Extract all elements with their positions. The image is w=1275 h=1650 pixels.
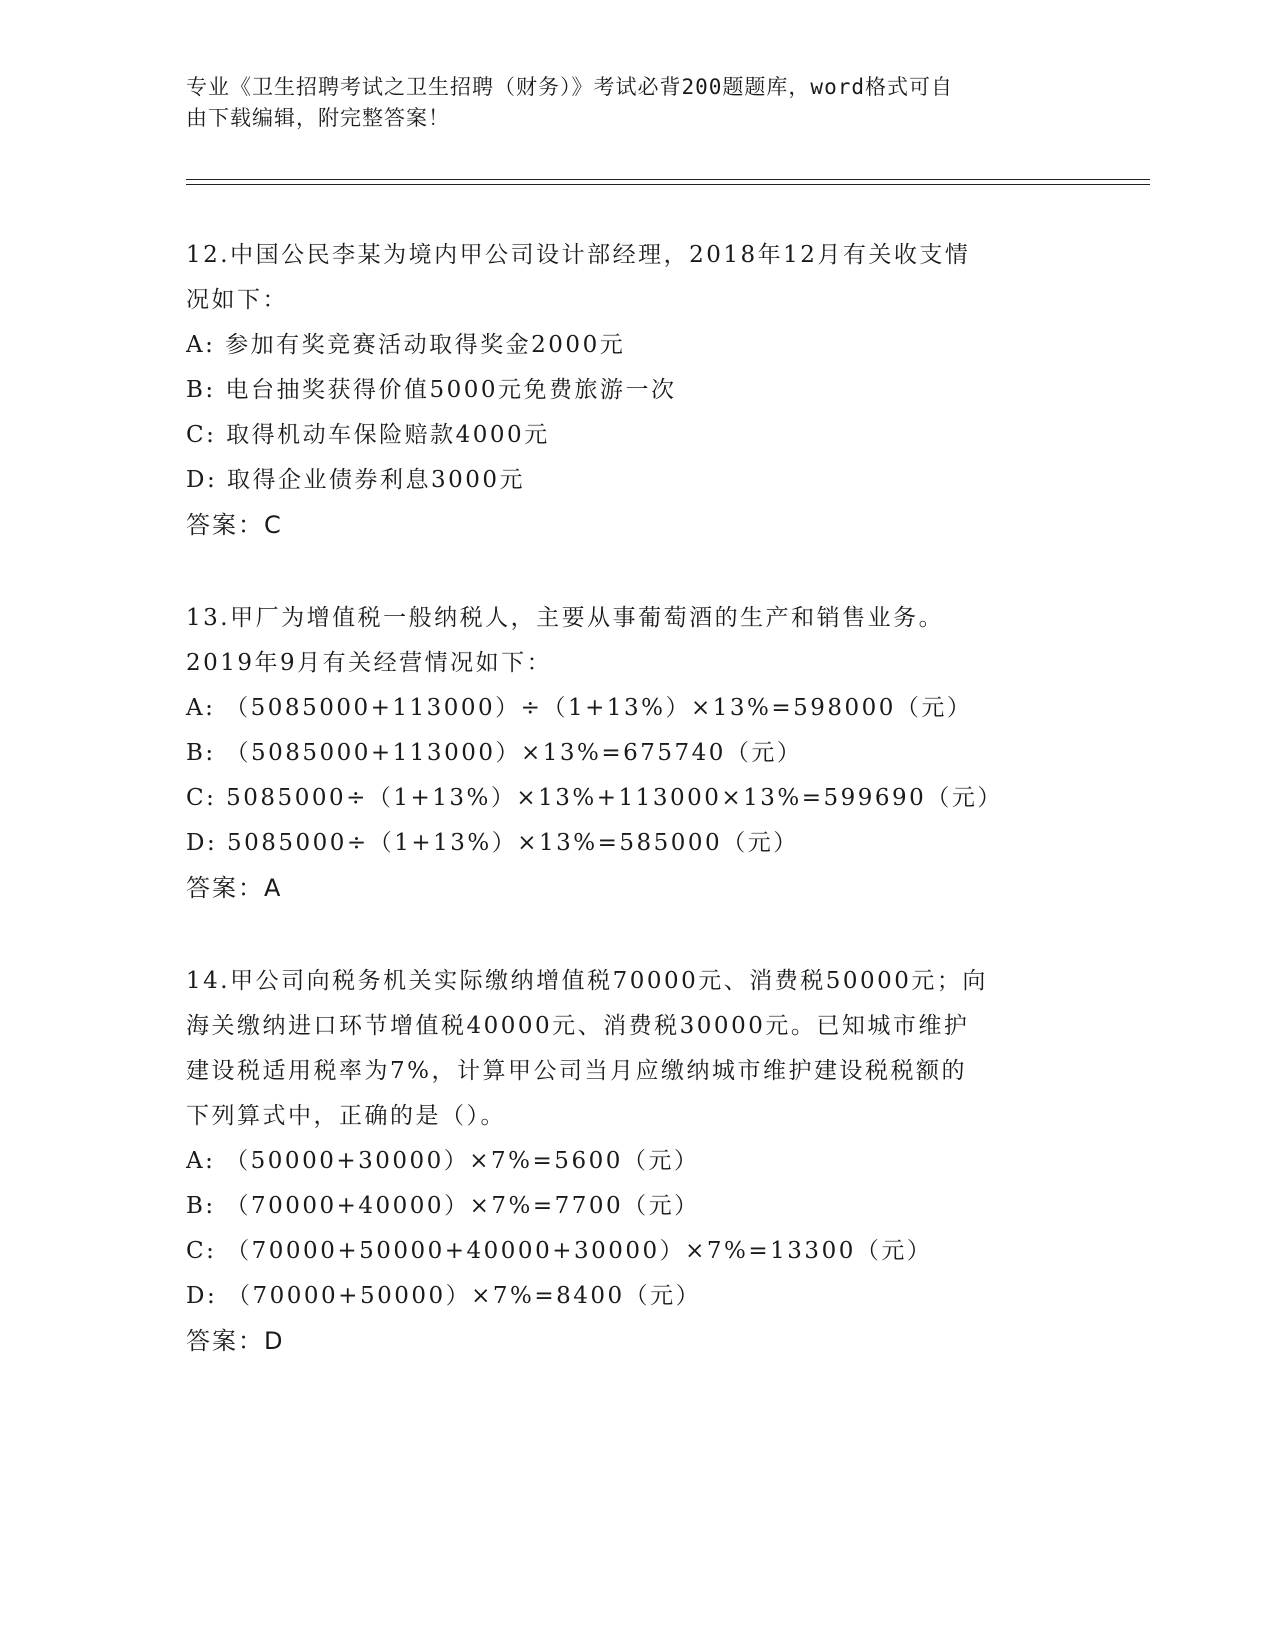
option-a: A: 参加有奖竞赛活动取得奖金2000元 [186, 332, 626, 358]
question-stem-line: 建设税适用税率为7%，计算甲公司当月应缴纳城市维护建设税税额的 [186, 1058, 967, 1084]
header-line-1: 专业《卫生招聘考试之卫生招聘（财务）》考试必背200题题库，word格式可自 [186, 75, 953, 99]
header-divider-top [186, 179, 1150, 180]
question-13 [186, 596, 1086, 911]
option-c: C: 取得机动车保险赔款4000元 [186, 422, 550, 448]
question-stem-line: 12.中国公民李某为境内甲公司设计部经理，2018年12月有关收支情 [186, 242, 971, 268]
answer-line: 答案：C [186, 511, 283, 539]
question-stem-line: 况如下： [186, 287, 288, 313]
option-d: D: （70000+50000）×7%=8400（元） [186, 1283, 702, 1309]
option-d: D: 取得企业债券利息3000元 [186, 467, 526, 493]
option-a: A: （5085000+113000）÷（1+13%）×13%=598000（元） [186, 695, 973, 721]
question-stem-line: 海关缴纳进口环节增值税40000元、消费税30000元。已知城市维护 [186, 1013, 970, 1039]
question-stem-line: 14.甲公司向税务机关实际缴纳增值税70000元、消费税50000元；向 [186, 968, 988, 994]
question-14 [186, 959, 1086, 1364]
header-divider-bottom [186, 184, 1150, 185]
option-b: B: （5085000+113000）×13%=675740（元） [186, 740, 803, 766]
question-12 [186, 233, 1086, 548]
question-stem-line: 13.甲厂为增值税一般纳税人，主要从事葡萄酒的生产和销售业务。 [186, 605, 945, 631]
header-line-2: 由下载编辑，附完整答案！ [186, 106, 450, 130]
option-d: D: 5085000÷（1+13%）×13%=585000（元） [186, 830, 799, 856]
answer-line: 答案：A [186, 874, 283, 902]
option-c: C: （70000+50000+40000+30000）×7%=13300（元） [186, 1238, 933, 1264]
question-stem-line: 下列算式中，正确的是（）。 [186, 1103, 506, 1129]
option-b: B: 电台抽奖获得价值5000元免费旅游一次 [186, 377, 677, 403]
answer-line: 答案：D [186, 1327, 285, 1355]
option-b: B: （70000+40000）×7%=7700（元） [186, 1193, 700, 1219]
document-header [186, 72, 1066, 134]
option-c: C: 5085000÷（1+13%）×13%+113000×13%=599690（元） [186, 785, 1003, 811]
question-stem-line: 2019年9月有关经营情况如下： [186, 650, 553, 676]
option-a: A: （50000+30000）×7%=5600（元） [186, 1148, 700, 1174]
